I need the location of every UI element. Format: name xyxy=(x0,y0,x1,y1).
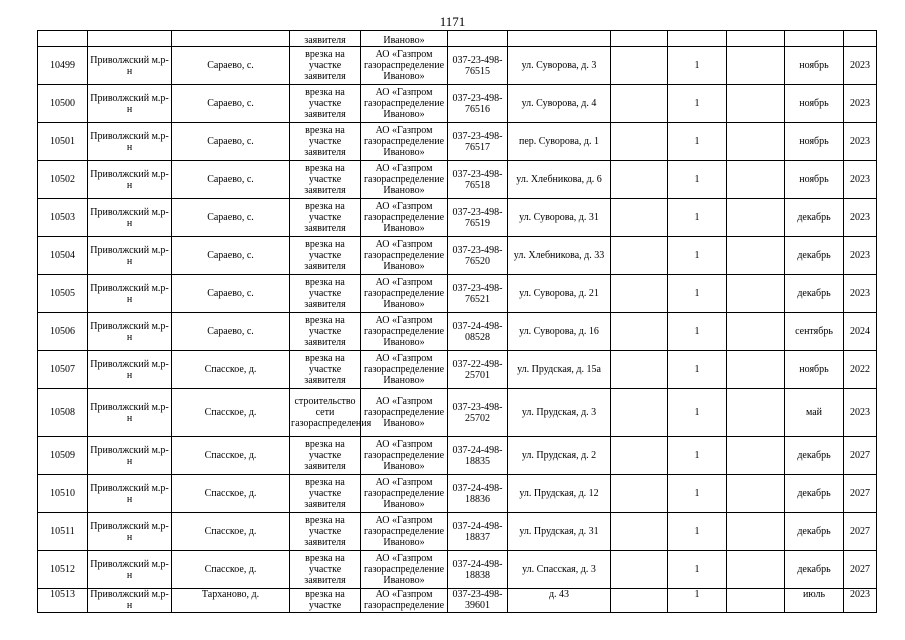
cell-code: 037-24-498-18835 xyxy=(448,437,508,475)
cell-year xyxy=(844,31,877,47)
table-row xyxy=(38,351,877,389)
cell-quantity: 1 xyxy=(668,589,727,613)
cell-blank xyxy=(611,475,668,513)
cell-blank xyxy=(727,589,785,613)
cell-blank xyxy=(611,47,668,85)
cell-blank xyxy=(727,351,785,389)
table-row xyxy=(38,161,877,199)
table-row xyxy=(38,47,877,85)
cell-id xyxy=(38,31,88,47)
cell-id: 10504 xyxy=(38,237,88,275)
cell-blank xyxy=(727,31,785,47)
cell-quantity: 1 xyxy=(668,437,727,475)
cell-code: 037-23-498-76516 xyxy=(448,85,508,123)
cell-blank xyxy=(727,123,785,161)
cell-address: ул. Хлебникова, д. 6 xyxy=(508,161,611,199)
cell-connection-type: врезка на участке заявителя xyxy=(290,437,361,475)
cell-blank xyxy=(611,31,668,47)
cell-quantity: 1 xyxy=(668,351,727,389)
cell-month: ноябрь xyxy=(785,85,844,123)
cell-locality: Сараево, с. xyxy=(172,313,290,351)
cell-blank xyxy=(727,437,785,475)
table-row xyxy=(38,551,877,589)
page-number: 1171 xyxy=(439,14,466,29)
cell-blank xyxy=(727,237,785,275)
cell-organization: АО «Газпром газораспределение Иваново» xyxy=(361,47,448,85)
table-row xyxy=(38,437,877,475)
cell-connection-type: заявителя xyxy=(290,31,361,47)
cell-month xyxy=(785,31,844,47)
cell-id: 10509 xyxy=(38,437,88,475)
cell-connection-type: врезка на участке заявителя xyxy=(290,351,361,389)
cell-address: ул. Прудская, д. 31 xyxy=(508,513,611,551)
cell-district: Приволжский м.р-н xyxy=(88,351,172,389)
cell-locality: Сараево, с. xyxy=(172,237,290,275)
cell-month: декабрь xyxy=(785,275,844,313)
cell-blank xyxy=(611,237,668,275)
cell-address: ул. Прудская, д. 2 xyxy=(508,437,611,475)
cell-organization: АО «Газпром газораспределение Иваново» xyxy=(361,237,448,275)
cell-code xyxy=(448,31,508,47)
cell-month: декабрь xyxy=(785,237,844,275)
cell-month: ноябрь xyxy=(785,47,844,85)
cell-locality xyxy=(172,31,290,47)
cell-address: ул. Суворова, д. 31 xyxy=(508,199,611,237)
cell-connection-type: врезка на участке заявителя xyxy=(290,85,361,123)
cell-year: 2027 xyxy=(844,475,877,513)
cell-blank xyxy=(611,161,668,199)
cell-organization: АО «Газпром газораспределение Иваново» xyxy=(361,475,448,513)
cell-locality: Спасское, д. xyxy=(172,475,290,513)
cell-locality: Сараево, с. xyxy=(172,161,290,199)
cell-year: 2027 xyxy=(844,437,877,475)
cell-code: 037-23-498-76515 xyxy=(448,47,508,85)
cell-blank xyxy=(727,199,785,237)
cell-address: ул. Суворова, д. 3 xyxy=(508,47,611,85)
cell-connection-type: врезка на участке xyxy=(290,589,361,613)
cell-district: Приволжский м.р-н xyxy=(88,589,172,613)
cell-quantity: 1 xyxy=(668,275,727,313)
cell-blank xyxy=(611,123,668,161)
cell-connection-type: врезка на участке заявителя xyxy=(290,275,361,313)
cell-address xyxy=(508,31,611,47)
table-row xyxy=(38,313,877,351)
cell-quantity: 1 xyxy=(668,237,727,275)
cell-blank xyxy=(727,275,785,313)
cell-year: 2027 xyxy=(844,551,877,589)
table-row xyxy=(38,199,877,237)
cell-year: 2023 xyxy=(844,85,877,123)
cell-code: 037-23-498-25702 xyxy=(448,389,508,437)
cell-district: Приволжский м.р-н xyxy=(88,199,172,237)
cell-id: 10503 xyxy=(38,199,88,237)
cell-quantity: 1 xyxy=(668,475,727,513)
cell-blank xyxy=(611,351,668,389)
cell-year: 2027 xyxy=(844,513,877,551)
cell-district: Приволжский м.р-н xyxy=(88,551,172,589)
table-row xyxy=(38,237,877,275)
cell-address: ул. Спасская, д. 3 xyxy=(508,551,611,589)
cell-id: 10508 xyxy=(38,389,88,437)
cell-month: декабрь xyxy=(785,475,844,513)
cell-district: Приволжский м.р-н xyxy=(88,85,172,123)
cell-month: июль xyxy=(785,589,844,613)
cell-month: декабрь xyxy=(785,513,844,551)
cell-year: 2023 xyxy=(844,589,877,613)
cell-year: 2023 xyxy=(844,237,877,275)
cell-locality: Спасское, д. xyxy=(172,551,290,589)
cell-blank xyxy=(727,161,785,199)
cell-month: ноябрь xyxy=(785,123,844,161)
cell-district: Приволжский м.р-н xyxy=(88,389,172,437)
cell-locality: Тарханово, д. xyxy=(172,589,290,613)
cell-blank xyxy=(727,513,785,551)
cell-locality: Сараево, с. xyxy=(172,85,290,123)
cell-id: 10505 xyxy=(38,275,88,313)
cell-month: ноябрь xyxy=(785,161,844,199)
cell-organization: АО «Газпром газораспределение xyxy=(361,589,448,613)
cell-district: Приволжский м.р-н xyxy=(88,275,172,313)
cell-month: декабрь xyxy=(785,551,844,589)
cell-quantity: 1 xyxy=(668,551,727,589)
table-row xyxy=(38,513,877,551)
cell-blank xyxy=(611,275,668,313)
cell-month: декабрь xyxy=(785,199,844,237)
cell-locality: Спасское, д. xyxy=(172,513,290,551)
cell-code: 037-24-498-18837 xyxy=(448,513,508,551)
cell-address: ул. Прудская, д. 12 xyxy=(508,475,611,513)
cell-locality: Сараево, с. xyxy=(172,47,290,85)
cell-blank xyxy=(611,551,668,589)
cell-blank xyxy=(611,437,668,475)
cell-year: 2023 xyxy=(844,389,877,437)
cell-district: Приволжский м.р-н xyxy=(88,47,172,85)
cell-id: 10511 xyxy=(38,513,88,551)
cell-connection-type: врезка на участке заявителя xyxy=(290,161,361,199)
cell-connection-type: врезка на участке заявителя xyxy=(290,551,361,589)
cell-locality: Спасское, д. xyxy=(172,351,290,389)
cell-district: Приволжский м.р-н xyxy=(88,161,172,199)
cell-district: Приволжский м.р-н xyxy=(88,123,172,161)
cell-district: Приволжский м.р-н xyxy=(88,437,172,475)
cell-id: 10500 xyxy=(38,85,88,123)
cell-blank xyxy=(611,589,668,613)
cell-year: 2023 xyxy=(844,199,877,237)
table-row xyxy=(38,275,877,313)
cell-quantity: 1 xyxy=(668,161,727,199)
cell-district xyxy=(88,31,172,47)
cell-district: Приволжский м.р-н xyxy=(88,513,172,551)
cell-locality: Сараево, с. xyxy=(172,199,290,237)
cell-locality: Спасское, д. xyxy=(172,389,290,437)
table-row xyxy=(38,475,877,513)
cell-month: ноябрь xyxy=(785,351,844,389)
cell-organization: АО «Газпром газораспределение Иваново» xyxy=(361,275,448,313)
cell-connection-type: врезка на участке заявителя xyxy=(290,47,361,85)
cell-year: 2024 xyxy=(844,313,877,351)
cell-id: 10510 xyxy=(38,475,88,513)
cell-connection-type: врезка на участке заявителя xyxy=(290,475,361,513)
cell-blank xyxy=(611,513,668,551)
cell-organization: АО «Газпром газораспределение Иваново» xyxy=(361,123,448,161)
cell-district: Приволжский м.р-н xyxy=(88,475,172,513)
cell-code: 037-24-498-18838 xyxy=(448,551,508,589)
cell-address: ул. Суворова, д. 4 xyxy=(508,85,611,123)
cell-blank xyxy=(611,199,668,237)
cell-code: 037-24-498-08528 xyxy=(448,313,508,351)
cell-id: 10512 xyxy=(38,551,88,589)
cell-code: 037-23-498-76521 xyxy=(448,275,508,313)
cell-connection-type: строительство сети газораспределения xyxy=(290,389,361,437)
cell-year: 2023 xyxy=(844,275,877,313)
cell-address: ул. Хлебникова, д. 33 xyxy=(508,237,611,275)
cell-quantity: 1 xyxy=(668,47,727,85)
cell-blank xyxy=(727,389,785,437)
cell-organization: АО «Газпром газораспределение Иваново» xyxy=(361,85,448,123)
cell-locality: Сараево, с. xyxy=(172,275,290,313)
cell-year: 2023 xyxy=(844,47,877,85)
cell-blank xyxy=(727,85,785,123)
cell-quantity: 1 xyxy=(668,389,727,437)
cell-id: 10507 xyxy=(38,351,88,389)
cell-id: 10513 xyxy=(38,589,88,613)
table-row xyxy=(38,123,877,161)
cell-connection-type: врезка на участке заявителя xyxy=(290,123,361,161)
cell-blank xyxy=(611,313,668,351)
cell-organization: АО «Газпром газораспределение Иваново» xyxy=(361,351,448,389)
table-row xyxy=(38,389,877,437)
cell-address: ул. Прудская, д. 15а xyxy=(508,351,611,389)
cell-quantity: 1 xyxy=(668,313,727,351)
cell-address: ул. Прудская, д. 3 xyxy=(508,389,611,437)
cell-connection-type: врезка на участке заявителя xyxy=(290,313,361,351)
cell-quantity: 1 xyxy=(668,123,727,161)
cell-code: 037-23-498-76520 xyxy=(448,237,508,275)
table-row xyxy=(38,589,877,613)
cell-code: 037-23-498-76519 xyxy=(448,199,508,237)
cell-organization: АО «Газпром газораспределение Иваново» xyxy=(361,313,448,351)
cell-blank xyxy=(611,85,668,123)
cell-month: сентябрь xyxy=(785,313,844,351)
cell-month: декабрь xyxy=(785,437,844,475)
cell-district: Приволжский м.р-н xyxy=(88,313,172,351)
registry-table xyxy=(37,30,877,613)
table-row xyxy=(38,85,877,123)
cell-blank xyxy=(727,313,785,351)
cell-organization: АО «Газпром газораспределение Иваново» xyxy=(361,161,448,199)
cell-id: 10506 xyxy=(38,313,88,351)
cell-locality: Спасское, д. xyxy=(172,437,290,475)
cell-address: ул. Суворова, д. 21 xyxy=(508,275,611,313)
cell-locality: Сараево, с. xyxy=(172,123,290,161)
cell-year: 2022 xyxy=(844,351,877,389)
cell-organization: АО «Газпром газораспределение Иваново» xyxy=(361,389,448,437)
cell-organization: АО «Газпром газораспределение Иваново» xyxy=(361,551,448,589)
cell-id: 10499 xyxy=(38,47,88,85)
cell-quantity xyxy=(668,31,727,47)
cell-quantity: 1 xyxy=(668,513,727,551)
cell-code: 037-23-498-76517 xyxy=(448,123,508,161)
cell-address: пер. Суворова, д. 1 xyxy=(508,123,611,161)
cell-connection-type: врезка на участке заявителя xyxy=(290,237,361,275)
cell-blank xyxy=(611,389,668,437)
table-row-partial xyxy=(38,31,877,47)
cell-blank xyxy=(727,47,785,85)
cell-quantity: 1 xyxy=(668,85,727,123)
cell-code: 037-24-498-18836 xyxy=(448,475,508,513)
cell-organization: АО «Газпром газораспределение Иваново» xyxy=(361,437,448,475)
cell-id: 10502 xyxy=(38,161,88,199)
cell-district: Приволжский м.р-н xyxy=(88,237,172,275)
cell-year: 2023 xyxy=(844,161,877,199)
cell-organization: Иваново» xyxy=(361,31,448,47)
cell-organization: АО «Газпром газораспределение Иваново» xyxy=(361,199,448,237)
cell-organization: АО «Газпром газораспределение Иваново» xyxy=(361,513,448,551)
cell-address: д. 43 xyxy=(508,589,611,613)
cell-code: 037-23-498-39601 xyxy=(448,589,508,613)
cell-quantity: 1 xyxy=(668,199,727,237)
cell-blank xyxy=(727,475,785,513)
cell-code: 037-23-498-76518 xyxy=(448,161,508,199)
cell-connection-type: врезка на участке заявителя xyxy=(290,199,361,237)
cell-code: 037-22-498-25701 xyxy=(448,351,508,389)
cell-connection-type: врезка на участке заявителя xyxy=(290,513,361,551)
cell-month: май xyxy=(785,389,844,437)
cell-year: 2023 xyxy=(844,123,877,161)
cell-blank xyxy=(727,551,785,589)
cell-address: ул. Суворова, д. 16 xyxy=(508,313,611,351)
cell-id: 10501 xyxy=(38,123,88,161)
